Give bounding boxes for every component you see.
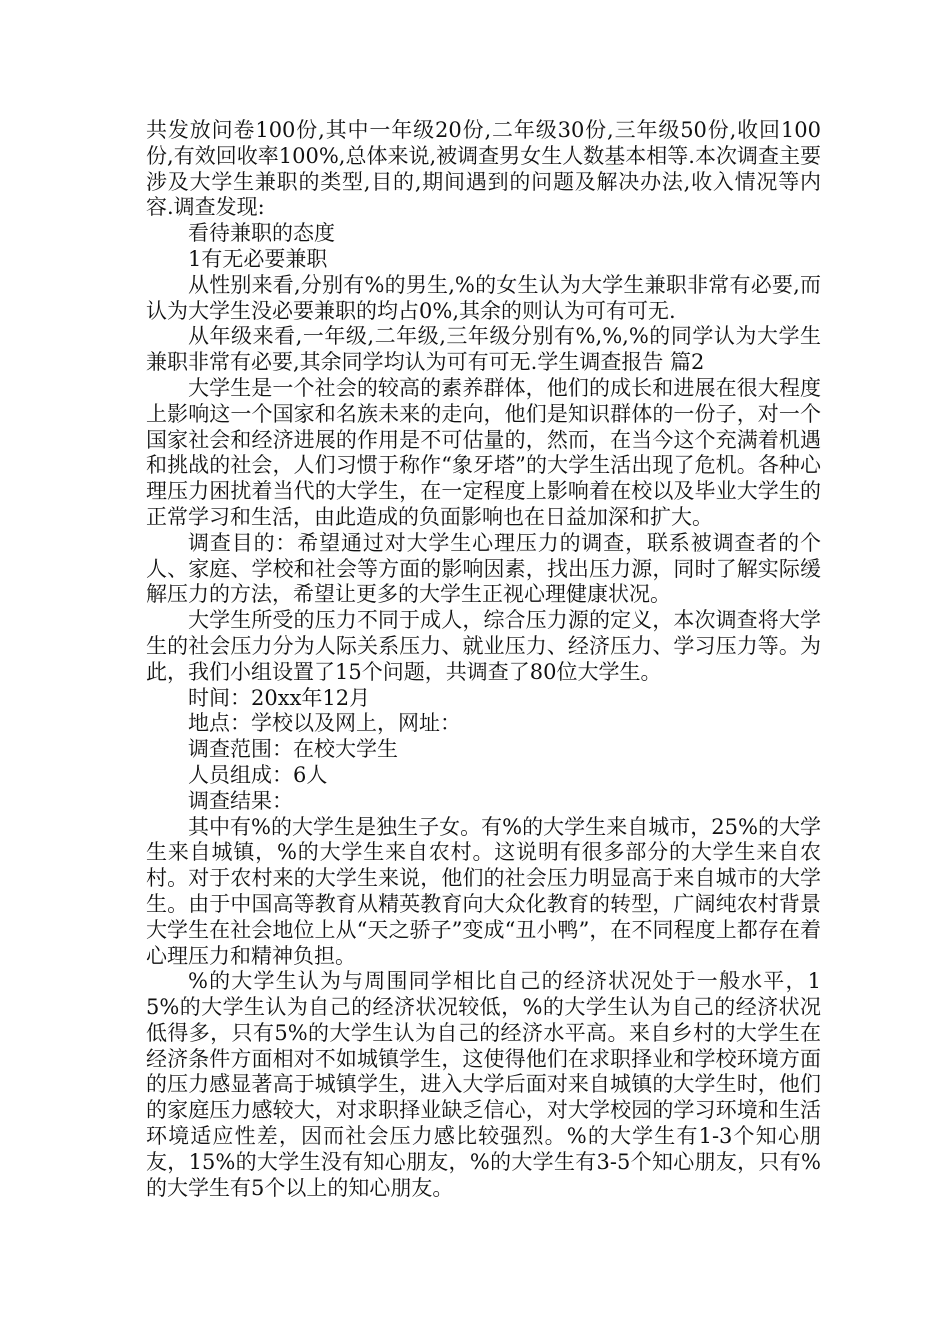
paragraph-by-gender: 从性别来看,分别有%的男生,%的女生认为大学生兼职非常有必要,而认为大学生没必要兼职的均占0%,其余的则认为可有可无. [146, 272, 821, 323]
paragraph-survey-overview: 共发放问卷100份,其中一年级20份,二年级30份,三年级50份,收回100份,有效回收率100%,总体来说,被调查男女生人数基本相等.本次调查主要涉及大学生兼职的类型,目的,期间遇到的问题及解决办法,收入情况等内容.调查发现: [146, 118, 821, 220]
heading-survey-results: 调查结果： [188, 788, 293, 813]
paragraph-intro-pressure: 大学生是一个社会的较高的素养群体，他们的成长和进展在很大程度上影响这一个国家和名族未来的走向，他们是知识群体的一份子，对一个国家社会和经济进展的作用是不可估量的，然而，在当今这个充满着机遇和挑战的社会，人们习惯于称作“象牙塔”的大学生活出现了危机。各种心理压力困扰着当代的大学生，在一定程度上影响着在校以及毕业大学生的正常学习和生活，由此造成的负面影响也在日益加深和扩大。 [146, 375, 821, 529]
field-location: 地点：学校以及网上，网址： [188, 711, 461, 736]
paragraph-results-origin: 其中有%的大学生是独生子女。有%的大学生来自城市，25%的大学生来自城镇，%的大学生来自农村。这说明有很多部分的大学生来自农村。对于农村来的大学生来说，他们的社会压力明显高于来自城市的大学生。由于中国高等教育从精英教育向大众化教育的转型，广阔纯农村背景大学生在社会地位上从“天之骄子”变成“丑小鸭”，在不同程度上都存在着心理压力和精神负担。 [146, 814, 821, 968]
paragraph-by-grade: 从年级来看,一年级,二年级,三年级分别有%,%,%的同学认为大学生兼职非常有必要,其余同学均认为可有可无.学生调查报告 篇2 [146, 324, 821, 375]
document-page [146, 118, 821, 1201]
field-time: 时间：20xx年12月 [188, 685, 371, 710]
field-members: 人员组成：6人 [188, 762, 328, 787]
field-scope: 调查范围：在校大学生 [188, 737, 398, 762]
heading-attitude-to-part-time: 看待兼职的态度 [188, 221, 335, 246]
paragraph-results-economic: %的大学生认为与周围同学相比自己的经济状况处于一般水平，15%的大学生认为自己的经济状况较低，%的大学生认为自己的经济状况低得多，只有5%的大学生认为自己的经济水平高。来自乡村的大学生在经济条件方面相对不如城镇学生，这使得他们在求职择业和学校环境方面的压力感显著高于城镇学生，进入大学后面对来自城镇的大学生时，他们的家庭压力感较大，对求职择业缺乏信心，对大学校园的学习环境和生活环境适应性差，因而社会压力感比较强烈。%的大学生有1-3个知心朋友，15%的大学生没有知心朋友，%的大学生有3-5个知心朋友，只有%的大学生有5个以上的知心朋友。 [146, 969, 821, 1200]
heading-necessity-of-part-time: 1有无必要兼职 [188, 246, 328, 271]
paragraph-survey-purpose: 调查目的：希望通过对大学生心理压力的调查，联系被调查者的个人、家庭、学校和社会等方面的影响因素，找出压力源，同时了解实际缓解压力的方法，希望让更多的大学生正视心理健康状况。 [146, 530, 821, 607]
paragraph-pressure-types: 大学生所受的压力不同于成人，综合压力源的定义，本次调查将大学生的社会压力分为人际关系压力、就业压力、经济压力、学习压力等。为此，我们小组设置了15个问题，共调查了80位大学生。 [146, 608, 821, 684]
